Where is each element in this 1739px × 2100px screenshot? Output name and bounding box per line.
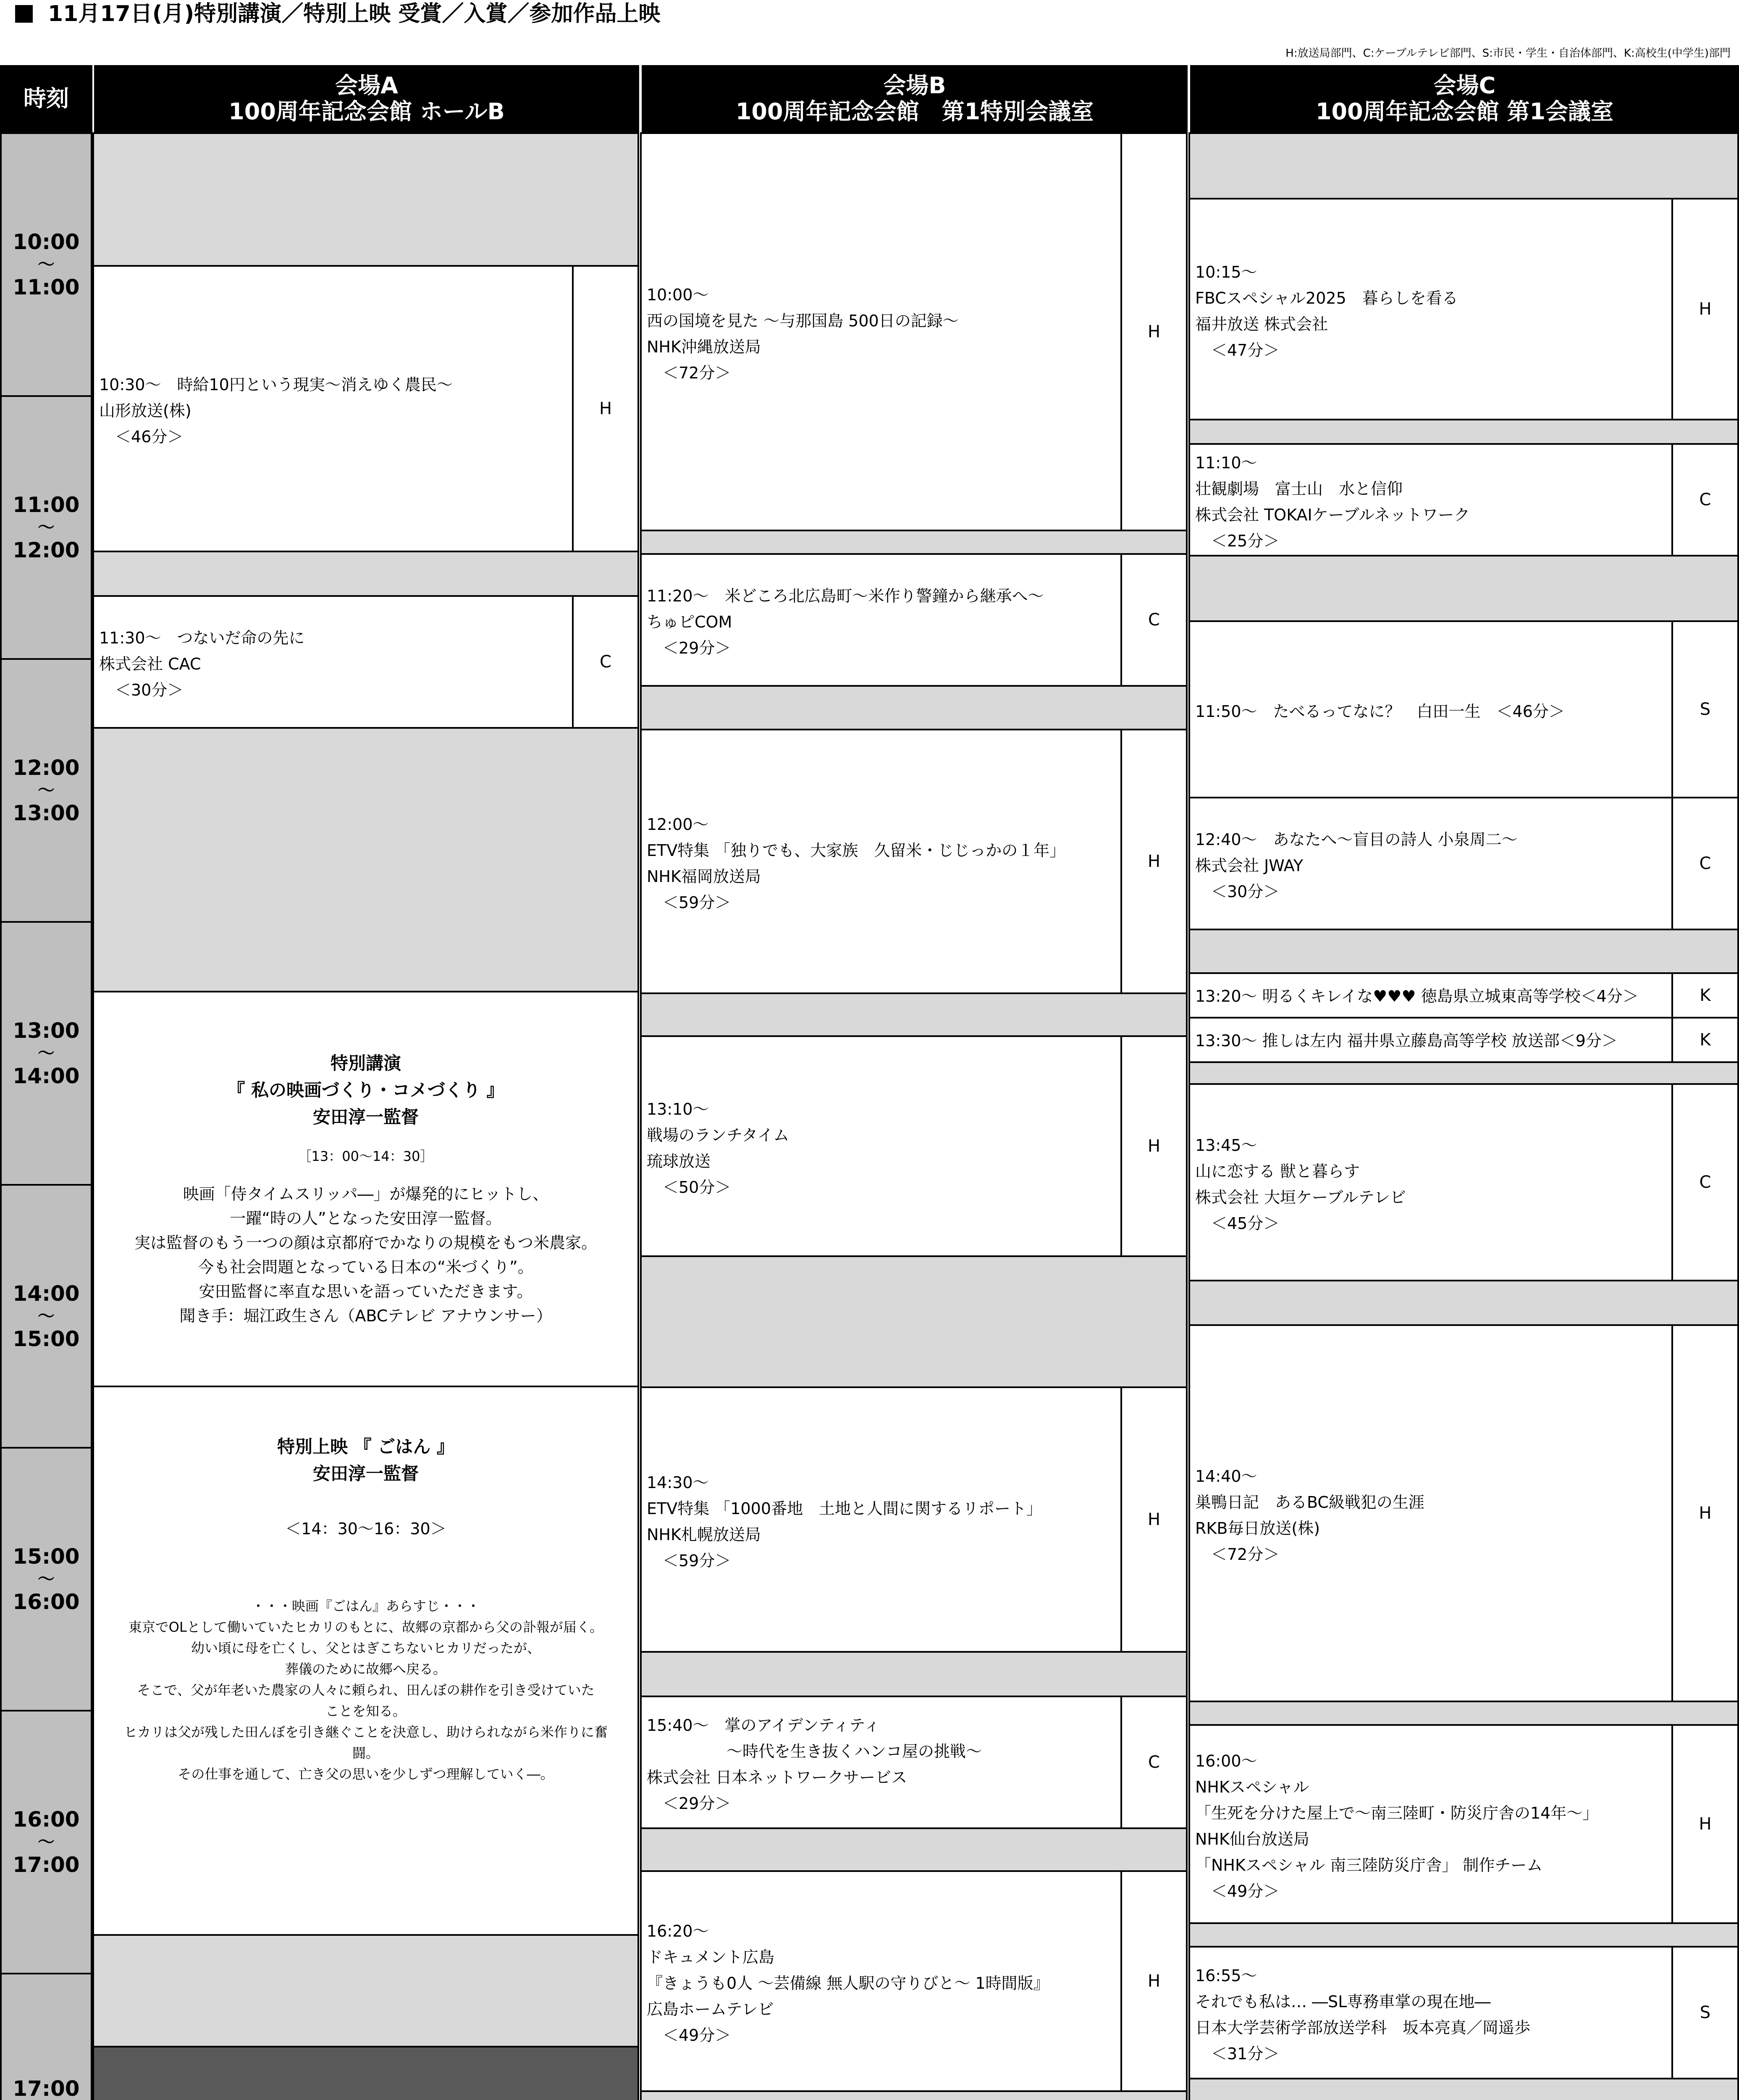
category-code: H — [1120, 1035, 1188, 1257]
synopsis-line: 東京でOLとして働いていたヒカリのもとに、故郷の京都から父の訃報が届く。 — [128, 1619, 603, 1635]
screening-title: 特別上映 『 ごはん 』 — [277, 1436, 454, 1457]
empty-slot — [640, 1255, 1188, 1388]
time-sep: 〜 — [38, 1570, 55, 1589]
program-title: 10:00〜 西の国境を見た 〜与那国島 500日の記録〜 NHK沖縄放送局 ＜72分＞ — [640, 132, 1122, 531]
category-code: H — [1120, 729, 1188, 994]
spacer — [102, 1541, 629, 1596]
program-title: 11:50〜 たべるってなに？ 白田一生 ＜46分＞ — [1188, 620, 1673, 798]
venue-a-room: 100周年記念会館 ホールB — [228, 98, 505, 125]
empty-slot — [92, 551, 639, 597]
lecture-description-line: 映画「侍タイムスリッパ―」が爆発的にヒットし、 — [183, 1185, 549, 1203]
empty-slot — [640, 1651, 1188, 1697]
category-code: H — [1120, 132, 1188, 531]
time-sep: 〜 — [38, 1832, 55, 1852]
program-title: 16:20〜 ドキュメント広島 『きょうも0人 〜芸備線 無人駅の守りびと〜 1時間版』 広島ホームテレビ ＜49分＞ — [640, 1870, 1122, 2092]
venue-c-header — [1190, 65, 1739, 132]
time-end: 15:00 — [13, 1327, 80, 1351]
category-code: H — [1671, 1324, 1739, 1702]
category-code: S — [1671, 620, 1739, 798]
time-start: 11:00 — [13, 493, 80, 517]
time-start: 15:00 — [13, 1544, 80, 1569]
page-title — [0, 0, 660, 28]
lecture-description-line: 安田監督に率直な思いを語っていただきます。 — [199, 1282, 533, 1301]
time-end: 14:00 — [13, 1064, 80, 1088]
time-end: 13:00 — [13, 801, 80, 825]
empty-slot — [1188, 1701, 1739, 1726]
empty-slot — [1188, 2078, 1739, 2100]
time-slot — [0, 395, 92, 660]
empty-slot — [1188, 1061, 1739, 1085]
lecture-speaker: 安田淳一監督 — [312, 1107, 419, 1127]
category-code: H — [1120, 1386, 1188, 1653]
program-title: 13:45〜 山に恋する 獣と暮らす 株式会社 大垣ケーブルテレビ ＜45分＞ — [1188, 1083, 1673, 1281]
closed-slot — [92, 2046, 639, 2100]
category-code: H — [1671, 198, 1739, 420]
venue-b-room: 100周年記念会館 第1特別会議室 — [735, 98, 1094, 125]
program-title: 14:30〜 ETV特集 「1000番地 土地と人間に関するリポート」 NHK札幌放送局 ＜59分＞ — [640, 1386, 1122, 1653]
program-title: 12:00〜 ETV特集 「独りでも、大家族 久留米・じじっかの１年」 NHK福岡放送局 ＜59分＞ — [640, 729, 1122, 994]
empty-slot — [640, 992, 1188, 1037]
synopsis-line: ことを知る。 — [325, 1703, 406, 1719]
category-code: H — [1120, 1870, 1188, 2092]
synopsis-line: 闘。 — [352, 1745, 379, 1761]
empty-slot — [1188, 132, 1739, 200]
venue-a-header — [94, 65, 639, 132]
empty-slot — [640, 1827, 1188, 1872]
time-sep: 〜 — [38, 781, 55, 800]
program-title: 16:00〜 NHKスペシャル 「生死を分けた屋上で〜南三陸町・防災庁舎の14年〜」 NHK仙台放送局 「NHKスペシャル 南三陸防災庁舎」 制作チーム ＜49分＞ — [1188, 1724, 1673, 1924]
empty-slot — [640, 685, 1188, 730]
lecture-description-line: 今も社会問題となっている日本の“米づくり”。 — [198, 1258, 534, 1276]
time-slot — [0, 658, 92, 923]
time-end: 12:00 — [13, 538, 80, 562]
venue-c-room: 100周年記念会館 第1会議室 — [1315, 98, 1614, 125]
square-bullet-icon — [15, 5, 33, 23]
synopsis-line: 幼い頃に母を亡くし、父とはぎこちないヒカリだったが、 — [191, 1640, 540, 1656]
venue-b-name: 会場B — [883, 72, 946, 99]
empty-slot — [92, 727, 639, 992]
venue-a-name: 会場A — [335, 72, 398, 99]
spacer — [102, 1167, 629, 1182]
program-title: 10:15〜 FBCスペシャル2025 暮らしを看る 福井放送 株式会社 ＜47分＞ — [1188, 198, 1673, 420]
program-title: 11:10〜 壮観劇場 富士山 水と信仰 株式会社 TOKAIケーブルネットワーク ＜25分＞ — [1188, 443, 1673, 556]
time-sep: 〜 — [38, 1044, 55, 1063]
program-title: 13:30〜 推しは左内 福井県立藤島高等学校 放送部＜9分＞ — [1188, 1017, 1673, 1063]
empty-slot — [1188, 1922, 1739, 1948]
empty-slot — [1188, 929, 1739, 974]
time-slot — [0, 1710, 92, 1974]
synopsis-line: ヒカリは父が残した田んぼを引き継ぐことを決意し、助けられながら米作りに奮 — [123, 1724, 608, 1740]
time-start: 13:00 — [13, 1018, 80, 1043]
time-end: 17:00 — [13, 1853, 80, 1877]
time-sep: 〜 — [38, 255, 55, 274]
time-end: 11:00 — [13, 275, 80, 299]
category-code: C — [1120, 1696, 1188, 1829]
venue-c-name: 会場C — [1433, 72, 1496, 99]
category-code: K — [1671, 1017, 1739, 1063]
time-header-label: 時刻 — [24, 85, 69, 112]
empty-slot — [92, 1934, 639, 2048]
category-legend: H:放送局部門、C:ケーブルテレビ部門、S:市民・学生・自治体部門、K:高校生(中学生)部門 — [1285, 47, 1731, 60]
time-sep: 〜 — [38, 518, 55, 537]
category-code: C — [1671, 443, 1739, 556]
time-start: 16:00 — [13, 1807, 80, 1832]
category-code: C — [1120, 553, 1188, 687]
time-column-header — [0, 65, 92, 132]
program-title: 11:30〜 つないだ命の先に 株式会社 CAC ＜30分＞ — [92, 595, 574, 729]
program-title: 11:20〜 米どころ北広島町〜米作り警鐘から継承へ〜 ちゅピCOM ＜29分＞ — [640, 553, 1122, 687]
lecture-description-line: 実は監督のもう一つの顔は京都府でかなりの規模をもつ米農家。 — [134, 1234, 597, 1252]
synopsis-line: 葬儀のために故郷へ戻る。 — [285, 1661, 446, 1677]
lecture-time: ［13：00〜14：30］ — [298, 1148, 434, 1164]
category-code: K — [1671, 972, 1739, 1018]
category-code: S — [1671, 1946, 1739, 2079]
synopsis-line: その仕事を通して、亡き父の思いを少しずつ理解していく―。 — [178, 1766, 554, 1782]
time-slot — [0, 1447, 92, 1712]
empty-slot — [1188, 555, 1739, 622]
time-sep: 〜 — [38, 1307, 55, 1326]
time-slot — [0, 132, 92, 397]
program-title: 13:20〜 明るくキレイな♥♥♥ 徳島県立城東高等学校＜4分＞ — [1188, 972, 1673, 1018]
empty-slot — [640, 530, 1188, 555]
lecture-title: 『 私の映画づくり・コメづくり 』 — [227, 1080, 504, 1100]
category-code: H — [572, 265, 639, 552]
time-start: 12:00 — [13, 756, 80, 780]
empty-slot — [92, 132, 639, 267]
time-start: 14:00 — [13, 1281, 80, 1306]
program-title: 10:30〜 時給10円という現実〜消えゆく農民〜 山形放送(株) ＜46分＞ — [92, 265, 574, 552]
category-code: C — [1671, 797, 1739, 930]
time-start: 17:00 — [13, 2076, 80, 2100]
synopsis-line: そこで、父が年老いた農家の人々に頼られ、田んぼの耕作を引き受けていた — [137, 1682, 595, 1698]
lecture-description-line: 一躍“時の人”となった安田淳一監督。 — [230, 1209, 502, 1228]
category-code: C — [572, 595, 639, 729]
spacer — [102, 1487, 629, 1517]
time-start: 10:00 — [13, 230, 80, 254]
time-slot — [0, 921, 92, 1186]
spacer — [102, 1131, 629, 1146]
time-end: 16:00 — [13, 1590, 80, 1614]
time-slot — [0, 1973, 92, 2100]
category-code: C — [1671, 1083, 1739, 1281]
program-title: 15:40〜 掌のアイデンティティ 〜時代を生き抜くハンコ屋の挑戦〜 株式会社 日本ネットワークサービス ＜29分＞ — [640, 1696, 1122, 1829]
special-lecture — [92, 991, 639, 1387]
program-title: 16:55〜 それでも私は… ―SL専務車掌の現在地― 日本大学芸術学部放送学科 坂本亮真／岡遥歩 ＜31分＞ — [1188, 1946, 1673, 2079]
empty-slot — [640, 2090, 1188, 2100]
screening-director: 安田淳一監督 — [312, 1463, 419, 1484]
time-slot — [0, 1184, 92, 1449]
special-screening — [92, 1386, 639, 1936]
empty-slot — [1188, 1280, 1739, 1326]
screening-time: ＜14：30〜16：30＞ — [285, 1520, 446, 1538]
program-title: 14:40〜 巣鴨日記 あるBC級戦犯の生涯 RKB毎日放送(株) ＜72分＞ — [1188, 1324, 1673, 1702]
lecture-description-line: 聞き手：堀江政生さん（ABCテレビ アナウンサー） — [179, 1307, 552, 1325]
schedule-table — [0, 65, 1739, 2100]
program-title: 12:40〜 あなたへ〜盲目の詩人 小泉周二〜 株式会社 JWAY ＜30分＞ — [1188, 797, 1673, 930]
venue-b-header — [642, 65, 1188, 132]
lecture-heading: 特別講演 — [330, 1053, 401, 1074]
category-code: H — [1671, 1724, 1739, 1924]
title-text: 11月17日(月)特別講演／特別上映 受賞／入賞／参加作品上映 — [48, 1, 661, 26]
empty-slot — [1188, 419, 1739, 445]
program-title: 13:10〜 戦場のランチタイム 琉球放送 ＜50分＞ — [640, 1035, 1122, 1257]
synopsis-line: ・・・映画『ごはん』あらすじ・・・ — [251, 1598, 480, 1614]
